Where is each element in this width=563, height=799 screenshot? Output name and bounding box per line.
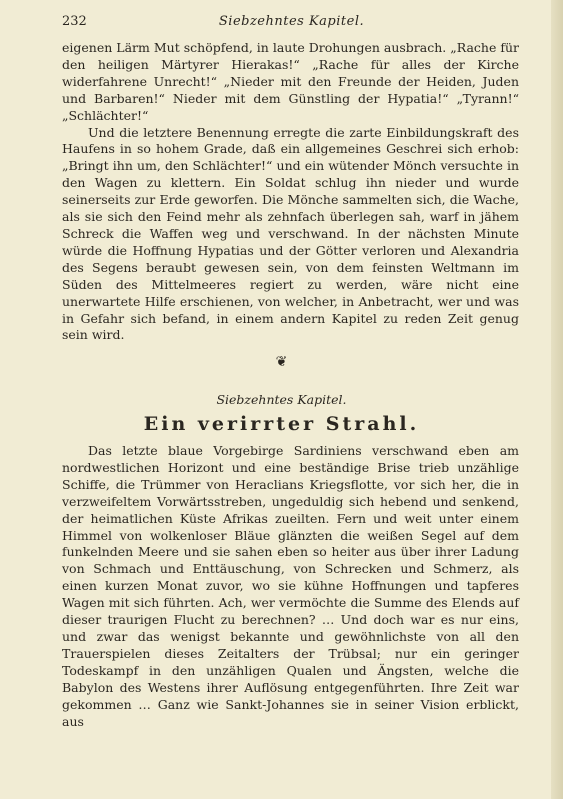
section-ornament: ❦ [275, 354, 288, 370]
chapter-title: Ein verirrter Strahl. [143, 413, 420, 435]
running-head: Siebzehntes Kapitel. [218, 14, 365, 29]
page-header [62, 14, 521, 34]
paragraph: Und die letztere Benennung erregte die zarte Einbildungskraft des Haufens in so hohem Grade, daß ein allgemeines Geschrei sich erhob: „Bringt ihn um, den Schlächter!“ und ein wütender Mönch versuchte in den Wagen zu klettern. Ein Soldat schlug ihn nieder und wurde seinerseits zur Erde geworfen. Die Mönche sammelten sich, die Wache, als sie sich den Feind mehr als zehnfach überlegen sah, warf in jähem Schreck die Waffen weg und verschwand. In der nächsten Minute würde die Hoffnung Hypatias und der Götter verloren und Alexandria des Segens beraubt gewesen sein, von dem feinsten Weltmann im Süden des Mittelmeeres regiert zu werden, wäre nicht eine unerwartete Hilfe erschienen, von welcher, in Anbetracht, wer und was in Gefahr sich befand, in einem andern Kapitel zu reden Zeit genug sein wird. [62, 124, 519, 343]
chapter-text [62, 443, 519, 730]
chapter-label: Siebzehntes Kapitel. [216, 392, 347, 407]
paragraph: Das letzte blaue Vorgebirge Sardiniens verschwand eben am nordwestlichen Horizont und eine beständige Brise trieb unzählige Schiffe, die Trümmer von Heraclians Kriegsflotte, vor sich her, die in verzweifeltem Vorwärtsstreben, ungeduldig sich hebend und senkend, der heimatlichen Küste Afrikas zueilten. Fern und weit unter einem Himmel von wolkenloser Bläue glänzten die weißen Segel auf dem funkelnden Meere und sie sahen eben so heiter aus über ihrer Ladung von Schmach und Enttäuschung, von Schrecken und Schmerz, als einen kurzen Monat zuvor, wo sie kühne Hoffnungen und tapferes Wagen mit sich führten. Ach, wer vermöchte die Summe des Elends auf dieser traurigen Flucht zu berechnen? … Und doch war es nur eins, und zwar das wenigst bekannte und gewöhnlichste von all den Trauerspielen dieses Zeitalters der Trübsal; nur ein geringer Todeskampf in den unzähligen Qualen und Ängsten, welche die Babylon des Westens ihrer Auflösung entgegenführten. Ihre Zeit war gekommen … Ganz wie Sankt-Johannes sie in seiner Vision erblickt, aus [62, 443, 519, 729]
paragraph: eigenen Lärm Mut schöpfend, in laute Drohungen ausbrach. „Rache für den heiligen Märtyrer Hierakas!“ „Rache für alles der Kirche widerfahrene Unrecht!“ „Nieder mit den Freunde der Heiden, Juden und Barbaren!“ Nieder mit dem Günstling der Hypatia!“ „Tyrann!“ „Schlächter!“ [62, 40, 519, 123]
previous-chapter-text [62, 40, 519, 344]
page-number: 232 [62, 14, 87, 29]
